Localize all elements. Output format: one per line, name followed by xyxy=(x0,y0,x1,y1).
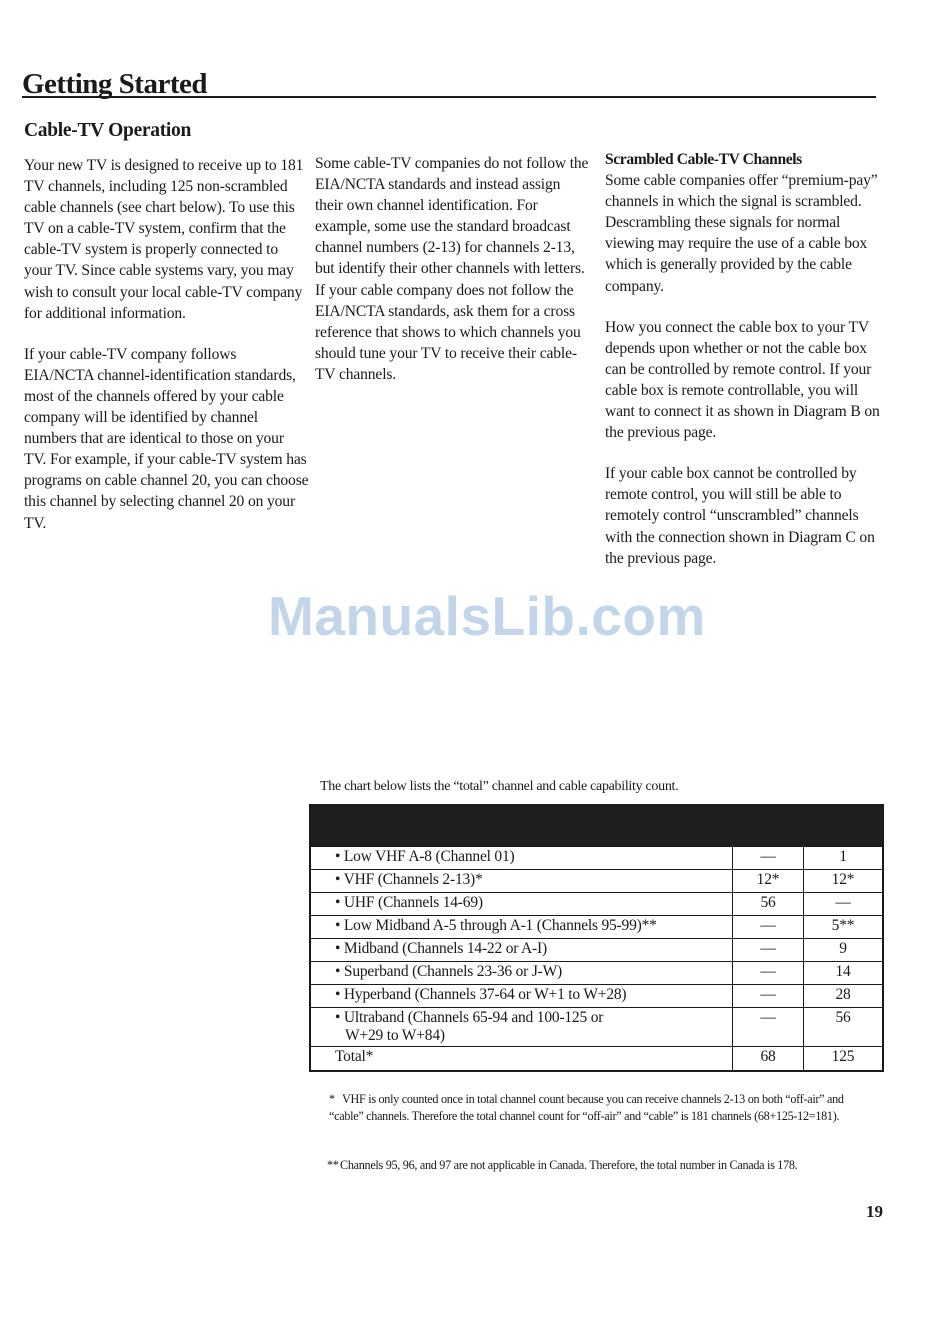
row-label: • Low VHF A-8 (Channel 01) xyxy=(310,847,733,870)
cable-count: 1 xyxy=(804,847,884,870)
total-count: — xyxy=(733,962,804,985)
paragraph: How you connect the cable box to your TV depends upon whether or not the cable box can be controlled by remote control. If your cable box is remote controllable, you will want to connect it as shown in Diagram B on the previous page. xyxy=(605,318,880,442)
cable-count: 125 xyxy=(804,1047,884,1072)
cable-count: 28 xyxy=(804,985,884,1008)
channel-capability-table xyxy=(309,804,884,1072)
footnote-canada xyxy=(327,1157,872,1174)
footnote-mark: * xyxy=(329,1092,335,1106)
footnote-text: VHF is only counted once in total channel count because you can receive channels 2-13 on both “off-air” and “cable” channels. Therefore the total channel count for “off-air” and “cable” is 181 channels (68+125-12=181). xyxy=(329,1092,844,1123)
total-count: 68 xyxy=(733,1047,804,1072)
total-count: — xyxy=(733,847,804,870)
section-title: Cable-TV Operation xyxy=(24,120,192,141)
row-label: • VHF (Channels 2-13)* xyxy=(310,870,733,893)
table-total-row xyxy=(310,1047,883,1072)
paragraph: Some cable companies offer “premium-pay” channels in which the signal is scrambled. Descrambling these signals for normal viewing may require the use of a cable box which is generally provided by the cable company. xyxy=(605,172,878,295)
total-label: Total* xyxy=(310,1047,733,1072)
cable-count: 56 xyxy=(804,1008,884,1047)
table-row xyxy=(310,939,883,962)
paragraph: Some cable-TV companies do not follow the EIA/NCTA standards and instead assign their own channel identification. For example, some use the standard broadcast channel numbers (2-13) for channels 2-13, but identify their other channels with letters. If your cable company does not follow the EIA/NCTA standards, ask them for a cross reference that shows to which channels you should tune your TV to receive their cable-TV channels. xyxy=(315,155,589,383)
column-1 xyxy=(24,155,309,554)
row-label-line: W+29 to W+84) xyxy=(345,1027,445,1044)
table-row xyxy=(310,870,883,893)
table-header-cell xyxy=(733,805,804,847)
cable-count: 12* xyxy=(804,870,884,893)
cable-count: 5** xyxy=(804,916,884,939)
row-label-line: • Ultraband (Channels 65-94 and 100-125 or xyxy=(335,1009,604,1026)
row-label: • Low Midband A-5 through A-1 (Channels 95-99)** xyxy=(310,916,733,939)
cable-count: 14 xyxy=(804,962,884,985)
paragraph: If your cable-TV company follows EIA/NCTA channel-identification standards, most of the channels offered by your cable company will be identified by channel numbers that are identical to those on your TV. For example, if your cable-TV system has programs on cable channel 20, you can choose this channel by selecting channel 20 on your TV. xyxy=(24,345,309,532)
total-count: — xyxy=(733,939,804,962)
table-row xyxy=(310,1008,883,1047)
row-label xyxy=(310,1008,733,1047)
table-row xyxy=(310,916,883,939)
title-rule xyxy=(22,96,876,98)
scrambled-channels-heading: Scrambled Cable-TV Channels xyxy=(605,151,802,168)
footnote-vhf xyxy=(329,1091,869,1124)
row-label: • Midband (Channels 14-22 or A-I) xyxy=(310,939,733,962)
row-label: • Superband (Channels 23-36 or J-W) xyxy=(310,962,733,985)
row-label: • Hyperband (Channels 37-64 or W+1 to W+28) xyxy=(310,985,733,1008)
cable-count: 9 xyxy=(804,939,884,962)
total-count: — xyxy=(733,985,804,1008)
page-title: Getting Started xyxy=(22,68,207,100)
table-row xyxy=(310,962,883,985)
table-row xyxy=(310,893,883,916)
table-header-cell xyxy=(804,805,884,847)
total-count: 12* xyxy=(733,870,804,893)
footnote-mark: ** xyxy=(327,1158,339,1172)
footnote-text: Channels 95, 96, and 97 are not applicable in Canada. Therefore, the total number in Canada is 178. xyxy=(340,1158,798,1172)
table-header-row xyxy=(310,805,883,847)
table-header-cell xyxy=(310,805,733,847)
column-2 xyxy=(315,153,590,405)
table-row xyxy=(310,847,883,870)
table-row xyxy=(310,985,883,1008)
cable-count: — xyxy=(804,893,884,916)
row-label: • UHF (Channels 14-69) xyxy=(310,893,733,916)
total-count: 56 xyxy=(733,893,804,916)
total-count: — xyxy=(733,916,804,939)
chart-intro: The chart below lists the “total” channel and cable capability count. xyxy=(320,779,679,794)
column-3 xyxy=(605,149,883,589)
paragraph: Your new TV is designed to receive up to 181 TV channels, including 125 non-scrambled cable channels (see chart below). To use this TV on a cable-TV system, confirm that the cable-TV system is properly connected to your TV. Since cable systems vary, you may wish to consult your local cable-TV company for additional information. xyxy=(24,157,304,322)
watermark-logo: ManualsLib.com xyxy=(268,585,706,647)
paragraph: If your cable box cannot be controlled by remote control, you will still be able to remotely control “unscrambled” channels with the connection shown in Diagram C on the previous page. xyxy=(605,465,875,567)
total-count: — xyxy=(733,1008,804,1047)
page-number: 19 xyxy=(866,1202,883,1221)
